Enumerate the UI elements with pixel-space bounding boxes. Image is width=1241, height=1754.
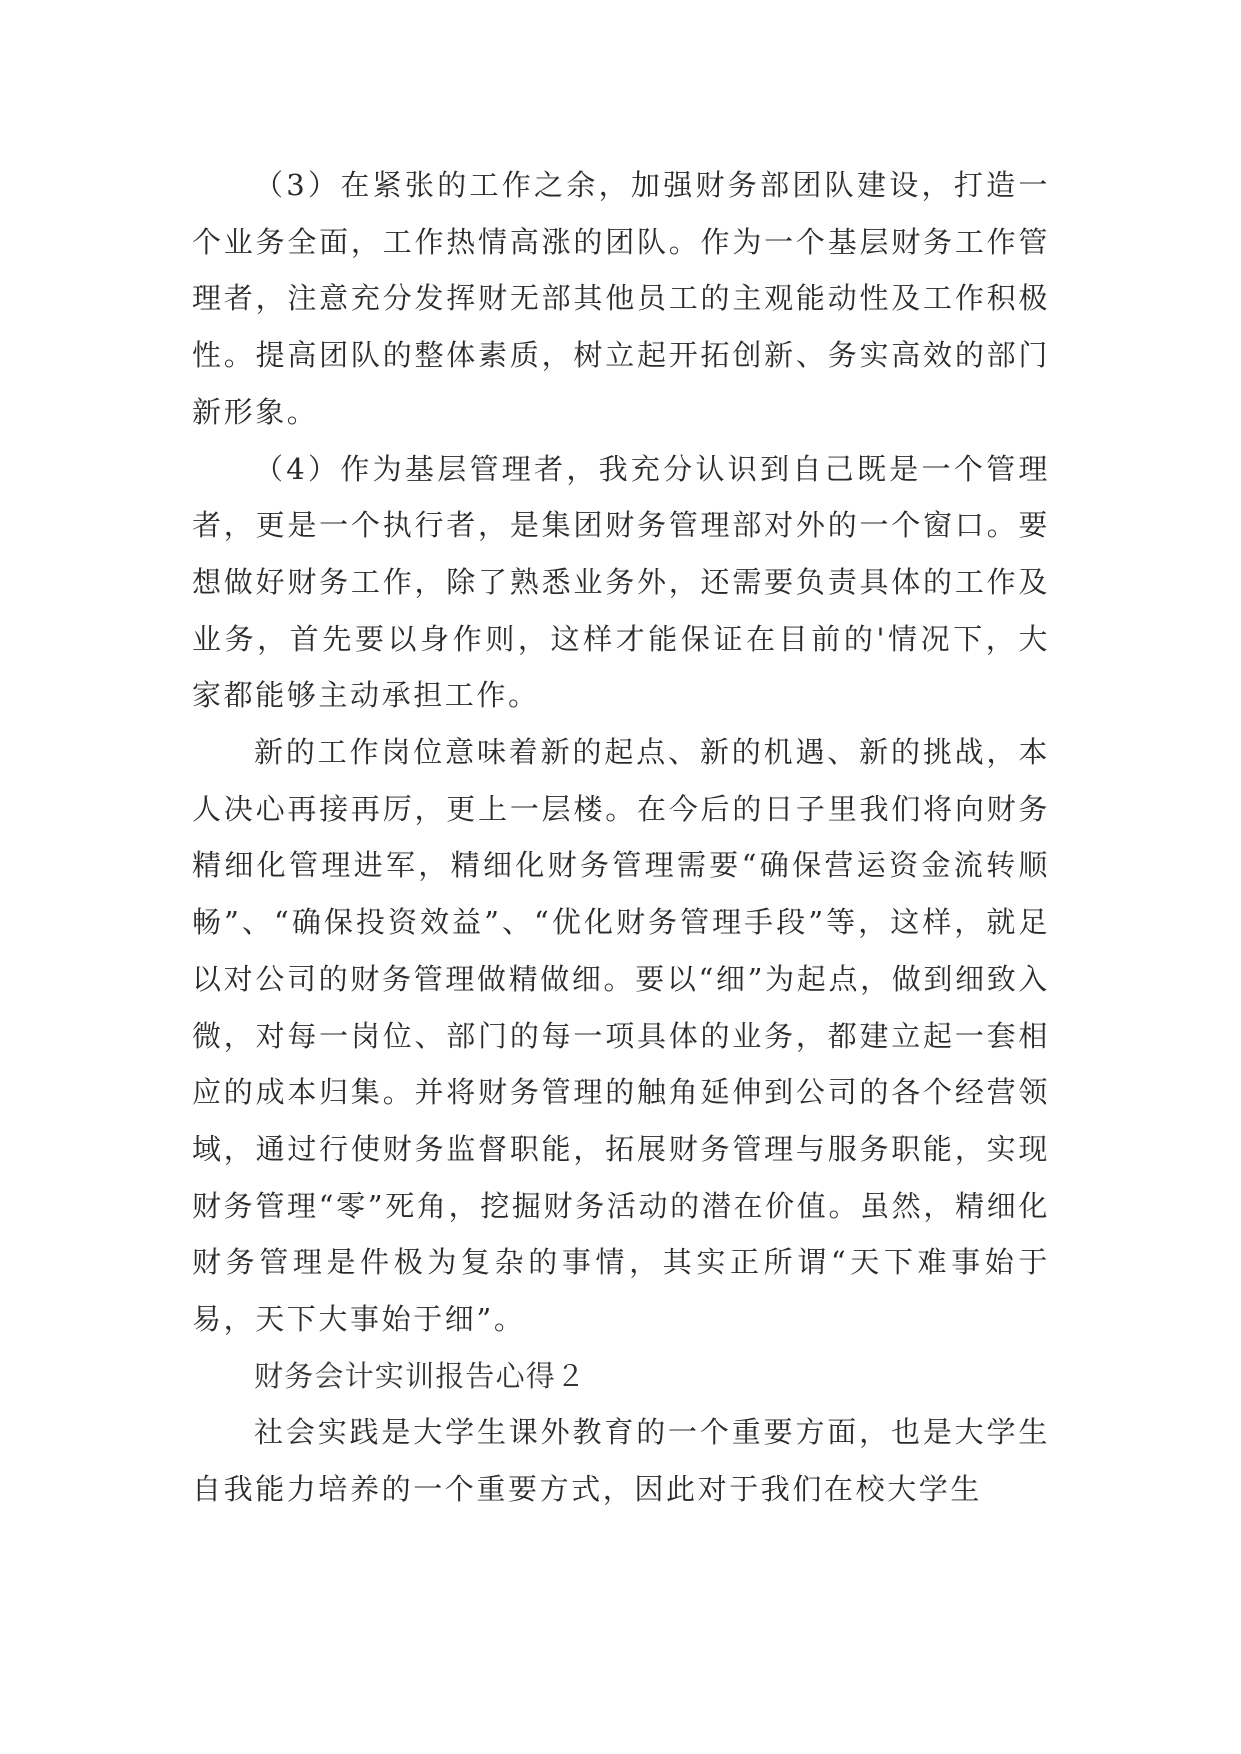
section-heading: 财务会计实训报告心得２ (254, 1358, 587, 1393)
paragraph-item-4: （4）作为基层管理者，我充分认识到自己既是一个管理者，更是一个执行者，是集团财务管理部对外的一个窗口。要想做好财务工作，除了熟悉业务外，还需要负责具体的工作及业务，首先要以身作则，这样才能保证在目前的'情况下，大家都能够主动承担工作。 (192, 451, 1050, 713)
paragraph-intro: 社会实践是大学生课外教育的一个重要方面，也是大学生自我能力培养的一个重要方式，因此对于我们在校大学生 (192, 1415, 1050, 1507)
document-body (192, 157, 1050, 1518)
paragraph-conclusion: 新的工作岗位意味着新的起点、新的机遇、新的挑战，本人决心再接再厉，更上一层楼。在今后的日子里我们将向财务精细化管理进军，精细化财务管理需要“确保营运资金流转顺畅”、“确保投资效益”、“优化财务管理手段”等，这样，就足以对公司的财务管理做精做细。要以“细”为起点，做到细致入微，对每一岗位、部门的每一项具体的业务，都建立起一套相应的成本归集。并将财务管理的触角延伸到公司的各个经营领域，通过行使财务监督职能，拓展财务管理与服务职能，实现财务管理“零”死角，挖掘财务活动的潜在价值。虽然，精细化财务管理是件极为复杂的事情，其实正所谓“天下难事始于易，天下大事始于细”。 (192, 735, 1050, 1337)
paragraph-item-3: （3）在紧张的工作之余，加强财务部团队建设，打造一个业务全面，工作热情高涨的团队。作为一个基层财务工作管理者，注意充分发挥财无部其他员工的主观能动性及工作积极性。提高团队的整体素质，树立起开拓创新、务实高效的部门新形象。 (192, 168, 1050, 429)
